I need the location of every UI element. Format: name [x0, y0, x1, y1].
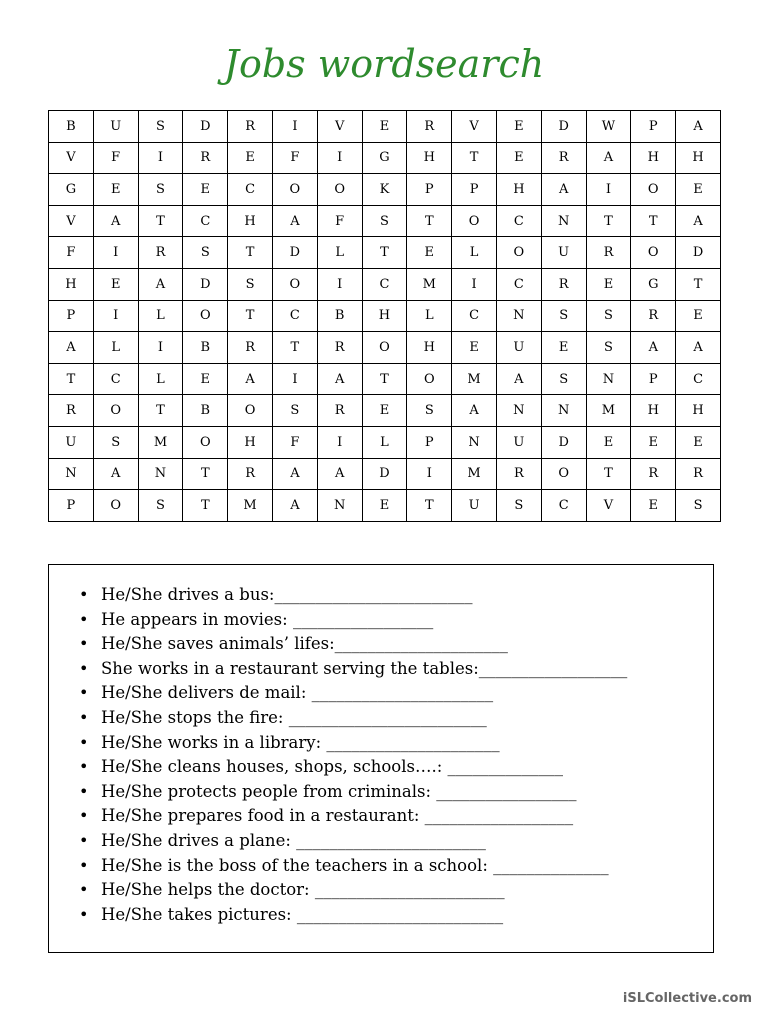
grid-cell: D: [362, 458, 407, 490]
grid-row: [49, 174, 721, 206]
grid-cell: A: [272, 458, 317, 490]
grid-row: [49, 111, 721, 143]
grid-cell: T: [362, 363, 407, 395]
bullet-icon: •: [79, 806, 89, 826]
answer-blank[interactable]: _____________________: [334, 634, 508, 654]
grid-cell: A: [676, 205, 721, 237]
answer-blank[interactable]: ______________________: [311, 683, 494, 703]
grid-cell: E: [631, 426, 676, 458]
grid-cell: N: [586, 363, 631, 395]
grid-cell: E: [362, 395, 407, 427]
clue-text: He/She protects people from criminals:: [101, 781, 437, 801]
clue-text: He/She works in a library:: [101, 732, 327, 752]
clue-item: [49, 632, 713, 657]
grid-cell: O: [272, 268, 317, 300]
grid-cell: S: [272, 395, 317, 427]
grid-cell: P: [49, 490, 94, 522]
grid-cell: O: [93, 395, 138, 427]
grid-row: [49, 300, 721, 332]
grid-cell: D: [183, 268, 228, 300]
grid-cell: T: [586, 458, 631, 490]
clues-box: [48, 564, 714, 953]
grid-cell: I: [317, 268, 362, 300]
grid-cell: P: [407, 426, 452, 458]
grid-cell: G: [49, 174, 94, 206]
grid-row: [49, 458, 721, 490]
grid-cell: G: [362, 142, 407, 174]
grid-row: [49, 332, 721, 364]
grid-cell: H: [407, 142, 452, 174]
grid-cell: T: [138, 205, 183, 237]
grid-cell: E: [183, 174, 228, 206]
grid-cell: E: [541, 332, 586, 364]
answer-blank[interactable]: ________________________: [274, 585, 473, 604]
grid-cell: O: [317, 174, 362, 206]
grid-cell: S: [228, 268, 273, 300]
grid-cell: L: [317, 237, 362, 269]
grid-cell: U: [496, 426, 541, 458]
grid-cell: S: [138, 174, 183, 206]
grid-row: [49, 142, 721, 174]
clue-item: [49, 878, 713, 903]
grid-cell: E: [586, 426, 631, 458]
grid-cell: M: [586, 395, 631, 427]
grid-cell: I: [586, 174, 631, 206]
grid-cell: R: [183, 142, 228, 174]
clue-item: [49, 903, 713, 928]
grid-cell: A: [676, 111, 721, 143]
grid-cell: S: [138, 490, 183, 522]
grid-cell: C: [496, 205, 541, 237]
grid-cell: D: [676, 237, 721, 269]
grid-cell: C: [272, 300, 317, 332]
bullet-icon: •: [79, 855, 89, 875]
grid-cell: H: [631, 142, 676, 174]
grid-cell: D: [272, 237, 317, 269]
grid-cell: I: [93, 300, 138, 332]
grid-cell: M: [407, 268, 452, 300]
grid-cell: C: [676, 363, 721, 395]
grid-cell: U: [93, 111, 138, 143]
grid-cell: N: [496, 395, 541, 427]
grid-cell: A: [272, 205, 317, 237]
grid-cell: F: [49, 237, 94, 269]
clue-item: [49, 657, 713, 682]
grid-cell: V: [452, 111, 497, 143]
grid-cell: I: [138, 332, 183, 364]
grid-cell: P: [631, 363, 676, 395]
grid-cell: T: [586, 205, 631, 237]
grid-cell: T: [407, 205, 452, 237]
grid-cell: I: [272, 111, 317, 143]
grid-cell: I: [272, 363, 317, 395]
grid-cell: I: [317, 142, 362, 174]
grid-cell: T: [183, 490, 228, 522]
grid-cell: O: [496, 237, 541, 269]
grid-cell: C: [228, 174, 273, 206]
grid-cell: C: [93, 363, 138, 395]
grid-cell: A: [676, 332, 721, 364]
grid-cell: R: [407, 111, 452, 143]
grid-cell: S: [496, 490, 541, 522]
grid-cell: T: [228, 300, 273, 332]
grid-cell: R: [228, 332, 273, 364]
clue-list: [49, 565, 713, 927]
grid-cell: O: [541, 458, 586, 490]
grid-cell: A: [93, 205, 138, 237]
grid-cell: A: [49, 332, 94, 364]
grid-cell: H: [362, 300, 407, 332]
bullet-icon: •: [79, 757, 89, 777]
grid-cell: S: [93, 426, 138, 458]
grid-cell: N: [317, 490, 362, 522]
clue-text: He/She delivers de mail:: [101, 683, 312, 703]
grid-cell: R: [317, 332, 362, 364]
clue-text: He/She takes pictures:: [101, 904, 297, 924]
grid-cell: N: [541, 395, 586, 427]
grid-cell: T: [362, 237, 407, 269]
grid-row: [49, 363, 721, 395]
grid-cell: M: [228, 490, 273, 522]
grid-row: [49, 426, 721, 458]
clue-text: He/She is the boss of the teachers in a school:: [101, 855, 494, 875]
grid-cell: R: [317, 395, 362, 427]
clue-item: [49, 583, 713, 608]
grid-cell: A: [541, 174, 586, 206]
grid-cell: M: [138, 426, 183, 458]
grid-cell: F: [317, 205, 362, 237]
grid-cell: R: [541, 268, 586, 300]
grid-cell: H: [676, 395, 721, 427]
grid-cell: B: [183, 395, 228, 427]
grid-cell: R: [49, 395, 94, 427]
grid-cell: E: [93, 174, 138, 206]
grid-cell: R: [228, 458, 273, 490]
grid-cell: D: [541, 426, 586, 458]
clue-item: [49, 829, 713, 854]
answer-blank[interactable]: __________________: [424, 806, 574, 826]
grid-cell: D: [183, 111, 228, 143]
grid-cell: P: [49, 300, 94, 332]
grid-row: [49, 237, 721, 269]
answer-blank[interactable]: ______________: [493, 855, 609, 875]
grid-cell: B: [183, 332, 228, 364]
grid-cell: R: [228, 111, 273, 143]
clue-item: [49, 608, 713, 633]
clue-item: [49, 854, 713, 879]
clue-text: He/She drives a bus:: [101, 585, 275, 604]
grid-cell: S: [586, 300, 631, 332]
grid-cell: U: [452, 490, 497, 522]
grid-cell: O: [272, 174, 317, 206]
grid-cell: E: [631, 490, 676, 522]
grid-row: [49, 268, 721, 300]
grid-cell: S: [362, 205, 407, 237]
grid-cell: C: [362, 268, 407, 300]
bullet-icon: •: [79, 609, 89, 629]
grid-cell: C: [452, 300, 497, 332]
grid-cell: I: [138, 142, 183, 174]
grid-cell: M: [452, 363, 497, 395]
grid-cell: U: [49, 426, 94, 458]
grid-row: [49, 205, 721, 237]
bullet-icon: •: [79, 707, 89, 727]
grid-cell: A: [228, 363, 273, 395]
grid-cell: E: [676, 426, 721, 458]
grid-cell: I: [407, 458, 452, 490]
grid-cell: N: [496, 300, 541, 332]
clue-text: He/She stops the fire:: [101, 707, 289, 727]
grid-cell: O: [93, 490, 138, 522]
grid-cell: T: [407, 490, 452, 522]
bullet-icon: •: [79, 732, 89, 752]
answer-blank[interactable]: _______________________: [296, 830, 486, 850]
grid-cell: T: [452, 142, 497, 174]
answer-blank[interactable]: _____________________: [326, 732, 500, 752]
grid-cell: E: [228, 142, 273, 174]
answer-blank[interactable]: _________________: [436, 781, 577, 801]
grid-cell: A: [452, 395, 497, 427]
grid-cell: V: [49, 205, 94, 237]
grid-cell: T: [272, 332, 317, 364]
grid-cell: S: [183, 237, 228, 269]
clue-text: He/She prepares food in a restaurant:: [101, 806, 425, 826]
clue-item: [49, 706, 713, 731]
grid-cell: V: [49, 142, 94, 174]
grid-cell: A: [93, 458, 138, 490]
grid-cell: I: [93, 237, 138, 269]
footer-brand: iSLCollective.com: [622, 991, 752, 1006]
grid-cell: F: [272, 426, 317, 458]
grid-cell: T: [228, 237, 273, 269]
grid-cell: U: [541, 237, 586, 269]
grid-cell: R: [586, 237, 631, 269]
bullet-icon: •: [79, 781, 89, 801]
clue-item: [49, 731, 713, 756]
grid-cell: T: [49, 363, 94, 395]
answer-blank[interactable]: _________________: [292, 609, 434, 629]
grid-cell: N: [138, 458, 183, 490]
grid-cell: S: [407, 395, 452, 427]
answer-blank[interactable]: __________________: [478, 658, 628, 678]
grid-cell: V: [586, 490, 631, 522]
grid-cell: S: [138, 111, 183, 143]
answer-blank[interactable]: ______________: [447, 757, 564, 777]
grid-cell: T: [138, 395, 183, 427]
grid-cell: A: [138, 268, 183, 300]
clue-text: He/She helps the doctor:: [101, 880, 315, 900]
grid-cell: S: [541, 300, 586, 332]
grid-cell: R: [631, 458, 676, 490]
grid-cell: H: [631, 395, 676, 427]
grid-cell: L: [93, 332, 138, 364]
grid-cell: R: [676, 458, 721, 490]
grid-cell: R: [496, 458, 541, 490]
grid-cell: V: [317, 111, 362, 143]
bullet-icon: •: [79, 904, 89, 924]
grid-cell: N: [49, 458, 94, 490]
grid-row: [49, 395, 721, 427]
grid-cell: A: [272, 490, 317, 522]
grid-row: [49, 490, 721, 522]
answer-blank[interactable]: _________________________: [296, 904, 504, 924]
grid-cell: E: [362, 490, 407, 522]
grid-cell: L: [138, 300, 183, 332]
grid-cell: L: [138, 363, 183, 395]
grid-cell: O: [362, 332, 407, 364]
grid-cell: H: [407, 332, 452, 364]
grid-cell: R: [138, 237, 183, 269]
clue-item: [49, 780, 713, 805]
grid-cell: E: [586, 268, 631, 300]
grid-cell: M: [452, 458, 497, 490]
grid-cell: R: [631, 300, 676, 332]
grid-cell: A: [496, 363, 541, 395]
grid-cell: B: [49, 111, 94, 143]
grid-cell: F: [272, 142, 317, 174]
grid-cell: A: [631, 332, 676, 364]
bullet-icon: •: [79, 634, 89, 654]
grid-cell: E: [93, 268, 138, 300]
clue-text: He/She cleans houses, shops, schools….:: [101, 757, 448, 777]
grid-cell: E: [676, 300, 721, 332]
grid-cell: E: [452, 332, 497, 364]
grid-cell: E: [496, 142, 541, 174]
grid-cell: P: [452, 174, 497, 206]
grid-cell: E: [676, 174, 721, 206]
grid-cell: T: [183, 458, 228, 490]
grid-cell: E: [496, 111, 541, 143]
grid-cell: I: [317, 426, 362, 458]
grid-cell: G: [631, 268, 676, 300]
answer-blank[interactable]: _______________________: [314, 880, 505, 900]
clue-text: He/She drives a plane:: [101, 830, 297, 850]
clue-text: She works in a restaurant serving the tables:: [101, 658, 479, 678]
grid-cell: U: [496, 332, 541, 364]
grid-cell: O: [631, 237, 676, 269]
grid-cell: O: [183, 300, 228, 332]
clue-text: He appears in movies:: [101, 609, 293, 629]
wordsearch-grid: [48, 110, 721, 522]
clue-item: [49, 755, 713, 780]
grid-cell: A: [317, 458, 362, 490]
grid-cell: O: [407, 363, 452, 395]
grid-cell: H: [496, 174, 541, 206]
grid-cell: W: [586, 111, 631, 143]
grid-cell: N: [541, 205, 586, 237]
grid-cell: H: [676, 142, 721, 174]
bullet-icon: •: [79, 585, 89, 604]
bullet-icon: •: [79, 830, 89, 850]
grid-cell: S: [676, 490, 721, 522]
grid-cell: T: [676, 268, 721, 300]
grid-cell: S: [586, 332, 631, 364]
grid-cell: C: [183, 205, 228, 237]
grid-cell: L: [452, 237, 497, 269]
grid-cell: D: [541, 111, 586, 143]
grid-cell: K: [362, 174, 407, 206]
bullet-icon: •: [79, 658, 89, 678]
bullet-icon: •: [79, 683, 89, 703]
grid-cell: I: [452, 268, 497, 300]
grid-cell: C: [496, 268, 541, 300]
grid-cell: N: [452, 426, 497, 458]
grid-cell: E: [183, 363, 228, 395]
grid-cell: T: [631, 205, 676, 237]
grid-cell: A: [317, 363, 362, 395]
clue-item: [49, 681, 713, 706]
answer-blank[interactable]: ________________________: [288, 707, 487, 727]
grid-cell: E: [407, 237, 452, 269]
grid-cell: O: [228, 395, 273, 427]
grid-cell: O: [631, 174, 676, 206]
grid-cell: A: [586, 142, 631, 174]
bullet-icon: •: [79, 880, 89, 900]
grid-cell: F: [93, 142, 138, 174]
grid-cell: O: [183, 426, 228, 458]
grid-cell: C: [541, 490, 586, 522]
grid-cell: P: [407, 174, 452, 206]
grid-cell: R: [541, 142, 586, 174]
grid-cell: L: [407, 300, 452, 332]
clue-text: He/She saves animals’ lifes:: [101, 634, 335, 654]
grid-cell: P: [631, 111, 676, 143]
grid-cell: H: [228, 205, 273, 237]
grid-cell: S: [541, 363, 586, 395]
clue-item: [49, 804, 713, 829]
grid-cell: H: [228, 426, 273, 458]
grid-cell: H: [49, 268, 94, 300]
grid-cell: B: [317, 300, 362, 332]
page-title: Jobs wordsearch: [223, 42, 545, 86]
grid-cell: O: [452, 205, 497, 237]
grid-cell: E: [362, 111, 407, 143]
grid-cell: L: [362, 426, 407, 458]
